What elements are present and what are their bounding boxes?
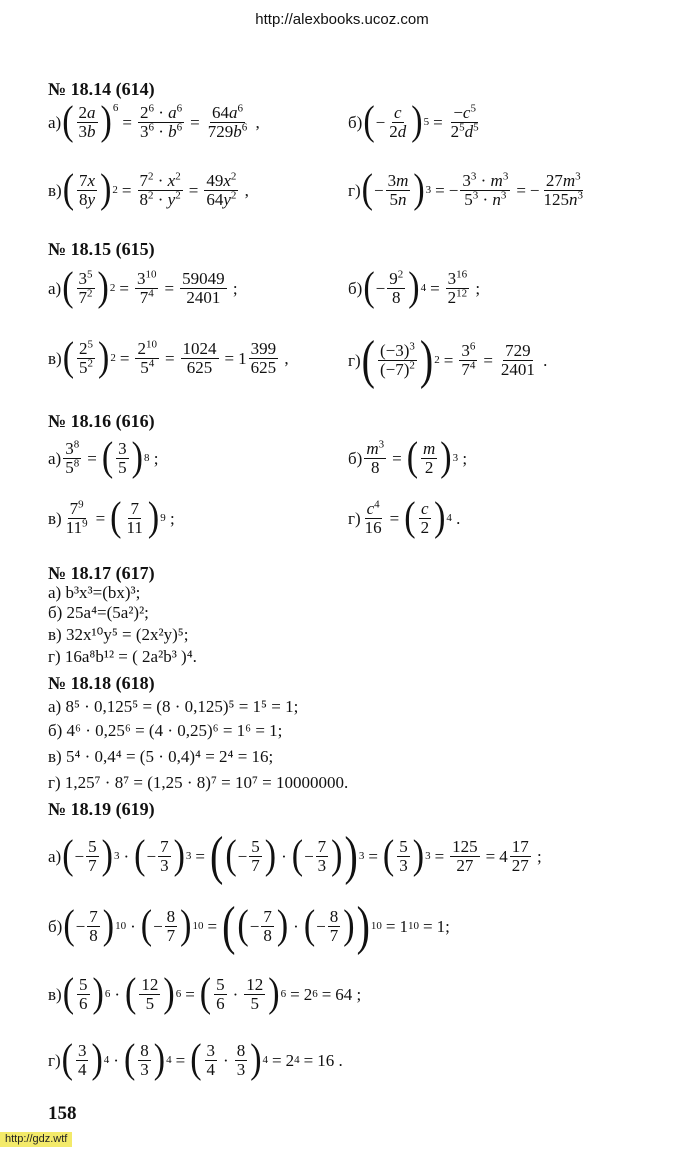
formula-18-15-g: г) ( $(-3)^3$ $(-7)^2$ ) 2 = $\frac{3^6}{7^4}$ = $\frac{729}{2401}$ . xyxy=(348,328,548,390)
section-heading-18-18: № 18.18 (618) xyxy=(48,673,155,693)
line-18-18-g: г) 1,25⁷ · 8⁷ = (1,25 · 8)⁷ = 10⁷ = 10000000. xyxy=(48,773,349,792)
line-18-17-b: б) 25a⁴=(5a²)²; xyxy=(48,603,149,622)
formula-18-15-b: б) ( − $9^2$ 8 ) 4 = $\frac{3^{16}}{2^{12}}$ ; xyxy=(348,265,481,310)
section-heading-18-17: № 18.17 (617) xyxy=(48,563,155,583)
formula-18-19-b: б) ( − 7 8 ) 10 · ( − 8 7 ) 10 = ( ( − 7 8 ) · ( − 8 7 ) ) 10 = 1 10 = 1; xyxy=(48,894,450,956)
formula-18-16-g: г) $\frac{c^4}{16}$ = ( c 2 ) 4 . xyxy=(348,495,461,540)
formula-18-19-g: г) ( 3 4 ) 4 · ( 8 3 ) 4 = ( 3 4 · 8 3 ) 4 = 2 4 = 16 . xyxy=(48,1037,343,1082)
formula-18-15-a: а) ( $3^5$ $7^2$ ) 2 = $\frac{3^{10}}{7^4}$ = $\frac{59049}{2401}$ ; xyxy=(48,265,238,310)
line-18-17-g: г) 16a⁸b¹² = ( 2a²b³ )⁴. xyxy=(48,647,197,666)
label-b: б) xyxy=(348,112,363,132)
formula-18-14-a: а) ( 2a 3b ) 6 = $\frac{2^6 \cdot a^6}{3^6 \cdot b^6}$ = $\frac{64a^6}{729b^6}$ , xyxy=(48,99,260,144)
formula-18-19-v: в) ( 5 6 ) 6 · ( 12 5 ) 6 = ( 5 6 · 12 5 ) 6 = 2 6 = 64 ; xyxy=(48,971,362,1016)
line-18-18-v: в) 5⁴ · 0,4⁴ = (5 · 0,4)⁴ = 2⁴ = 16; xyxy=(48,747,274,766)
formula-18-16-a: а) $\frac{3^8}{5^8}$ = ( 3 5 ) 8 ; xyxy=(48,435,159,480)
formula-18-16-v: в) $\frac{7^9}{11^9}$ = ( 7 11 ) 9 ; xyxy=(48,495,175,540)
formula-18-14-g: г) ( − 3m 5n ) 3 = − $\frac{3^3 \cdot m^3}{5^3 \cdot n^3}$ = − $\frac{27m^3}{125n^3}$ xyxy=(348,167,583,212)
formula-18-19-a: а) ( − 5 7 ) 3 · ( − 7 3 ) 3 = ( ( − 5 7 ) · ( − 7 3 ) ) 3 = ( 5 3 ) 3 = $\frac{125}{27}$ = 4 $\frac{17}{27}$ ; xyxy=(48,824,542,886)
section-heading-18-15: № 18.15 (615) xyxy=(48,239,155,259)
formula-18-14-b: б) ( − c 2d ) 5 = $\frac{-c^5}{2^5d^5}$ xyxy=(348,99,479,144)
line-18-18-b: б) 4⁶ · 0,25⁶ = (4 · 0,25)⁶ = 1⁶ = 1; xyxy=(48,721,283,740)
section-heading-18-19: № 18.19 (619) xyxy=(48,799,155,819)
formula-18-14-v: в) ( 7x 8y ) 2 = $\frac{7^2 \cdot x^2}{8^2 \cdot y^2}$ = $\frac{49x^2}{64y^2}$ , xyxy=(48,167,249,212)
line-18-17-v: в) 32x¹⁰y⁵ = (2x²y)⁵; xyxy=(48,625,189,644)
page-number: 158 xyxy=(48,1103,77,1124)
section-heading-18-14: № 18.14 (614) xyxy=(48,79,155,99)
formula-18-16-b: б) $\frac{m^3}{8}$ = ( m 2 ) 3 ; xyxy=(348,435,468,480)
formula-18-15-v: в) ( $2^5$ $5^2$ ) 2 = $\frac{2^{10}}{5^4}$ = $\frac{1024}{625}$ = 1 $\frac{399}{625}$ , xyxy=(48,335,289,380)
watermark-link[interactable]: http://gdz.wtf xyxy=(0,1132,72,1147)
section-heading-18-16: № 18.16 (616) xyxy=(48,411,155,431)
label-v: в) xyxy=(48,180,62,200)
site-url: http://alexbooks.ucoz.com xyxy=(255,11,429,28)
line-18-17-a: а) b³x³=(bx)³; xyxy=(48,583,141,602)
label-g: г) xyxy=(348,180,361,200)
line-18-18-a: а) 8⁵ · 0,125⁵ = (8 · 0,125)⁵ = 1⁵ = 1; xyxy=(48,697,299,716)
label-a: а) xyxy=(48,112,62,132)
